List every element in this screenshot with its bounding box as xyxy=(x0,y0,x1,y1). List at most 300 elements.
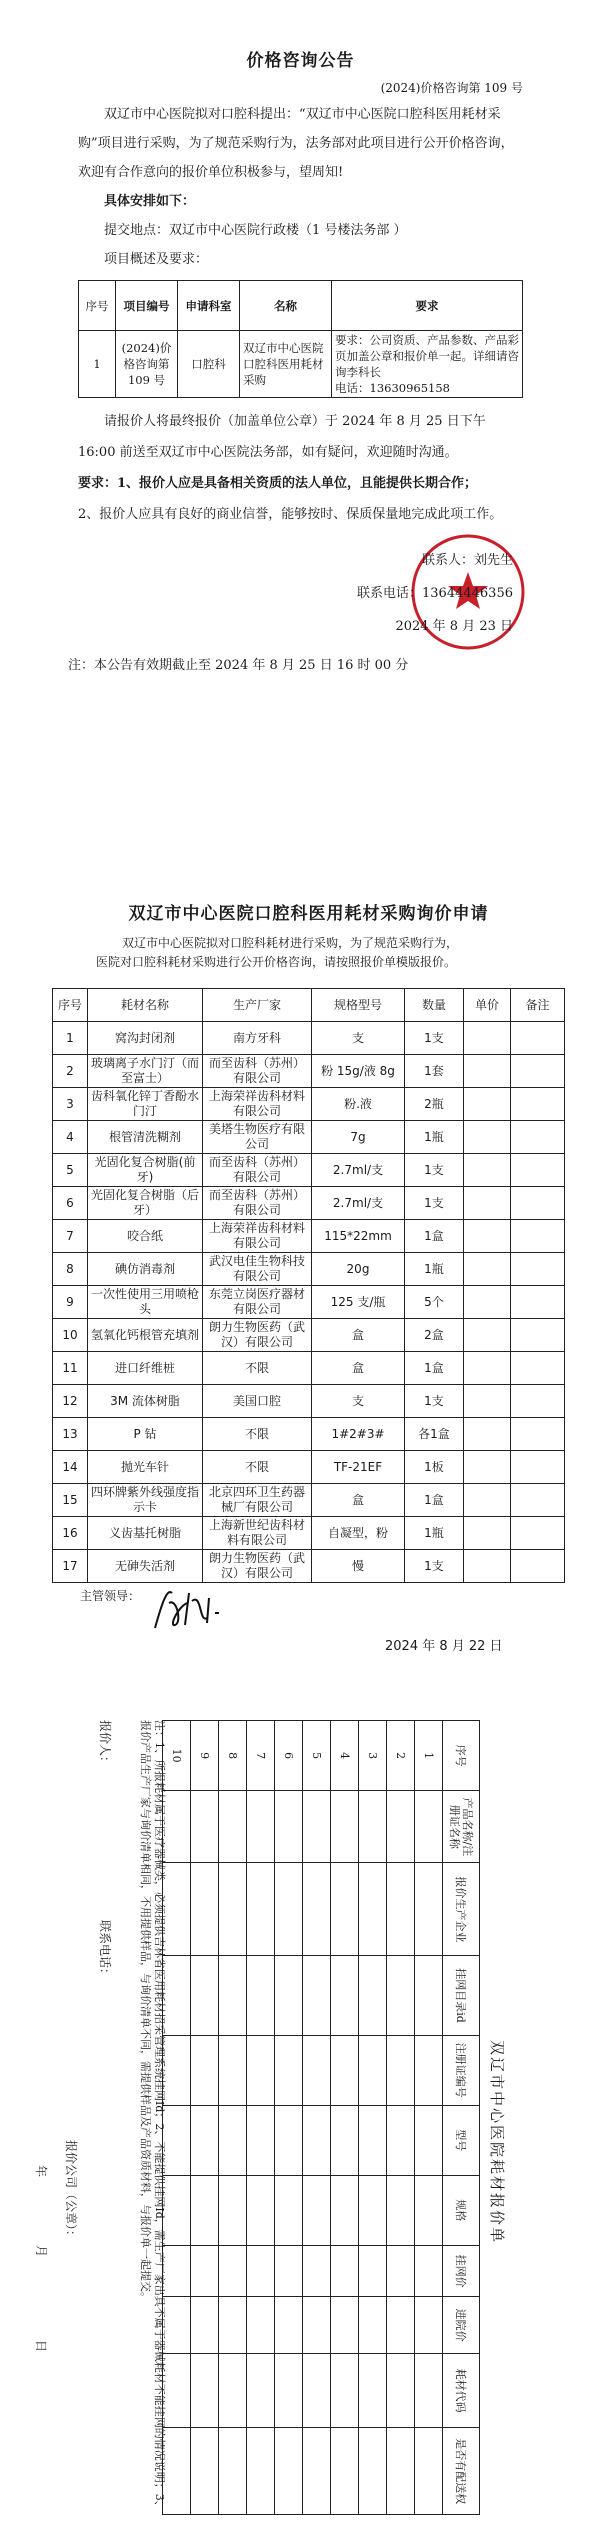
cell-qty: 1支 xyxy=(405,1385,464,1418)
submit-location: 提交地点：双辽市中心医院行政楼（1 号楼法务部 ） xyxy=(104,223,407,238)
cell-price[interactable] xyxy=(464,1121,511,1154)
blank-cell[interactable] xyxy=(219,2105,247,2175)
table-row xyxy=(53,1352,565,1385)
quote-form-table xyxy=(162,1720,480,2515)
cell-maker: 东莞立岗医疗器材有限公司 xyxy=(203,1286,312,1319)
quote-form-header: 挂网目录id xyxy=(443,1956,480,2035)
blank-cell[interactable] xyxy=(415,1863,443,1956)
quote-form-header: 挂网价 xyxy=(443,2245,480,2297)
row-number: 6 xyxy=(275,1721,303,1791)
cell-remark[interactable] xyxy=(511,1385,565,1418)
cell-maker: 上海荣祥齿科材料有限公司 xyxy=(203,1088,312,1121)
th-code: 项目编号 xyxy=(116,281,178,331)
supervisor-row xyxy=(52,1583,565,1631)
blank-cell[interactable] xyxy=(219,2353,247,2428)
blank-cell[interactable] xyxy=(163,2428,191,2515)
cell-price[interactable] xyxy=(464,1418,511,1451)
blank-cell[interactable] xyxy=(303,2428,331,2515)
cell-no: 14 xyxy=(53,1451,88,1484)
cell-qty: 1套 xyxy=(405,1055,464,1088)
table-row xyxy=(53,1517,565,1550)
cell-qty: 1支 xyxy=(405,1187,464,1220)
row-number: 2 xyxy=(387,1721,415,1791)
quote-form-note: 注：1、所报耗材属于医疗器械类，必须提供吉林省医用耗材招采管理系统挂网Id；2、不能提供挂网Id，需生产厂家出具不属于器械耗材不能挂网的情况说明；3、报价产品生产厂家与询价清单相同，不用提供样品，与询价清单不同，需提供样品及产品资质材料，与报价单一起提交。 xyxy=(139,1720,166,2512)
cell-spec: 盒 xyxy=(312,1319,405,1352)
blank-cell[interactable] xyxy=(415,2035,443,2105)
row-number: 5 xyxy=(303,1721,331,1791)
cell-no: 1 xyxy=(53,1022,88,1055)
cell-qty: 各1盒 xyxy=(405,1418,464,1451)
cell-remark[interactable] xyxy=(511,1088,565,1121)
blank-cell[interactable] xyxy=(331,2035,359,2105)
th-price: 单价 xyxy=(464,989,511,1022)
cell-no: 16 xyxy=(53,1517,88,1550)
blank-cell[interactable] xyxy=(219,2175,247,2245)
cell-qty: 1板 xyxy=(405,1451,464,1484)
blank-cell[interactable] xyxy=(163,2245,191,2297)
deadline-text: 请报价人将最终报价（加盖单位公章）于 2024 年 8 月 25 日下午 16:00 前送至双辽市中心医院法务部，如有疑问，欢迎随时沟通。 xyxy=(78,414,486,460)
cell-price[interactable] xyxy=(464,1055,511,1088)
cell-spec: 125 支/瓶 xyxy=(312,1286,405,1319)
cell-price[interactable] xyxy=(464,1319,511,1352)
blank-cell[interactable] xyxy=(247,2245,275,2297)
cell-price[interactable] xyxy=(464,1484,511,1517)
cell-no: 3 xyxy=(53,1088,88,1121)
table-row xyxy=(53,1088,565,1121)
cell-qty: 1盒 xyxy=(405,1220,464,1253)
cell-price[interactable] xyxy=(464,1352,511,1385)
blank-cell[interactable] xyxy=(219,2297,247,2353)
cell-spec: 2.7ml/支 xyxy=(312,1154,405,1187)
table-row xyxy=(79,331,523,398)
cell-item: 义齿基托树脂 xyxy=(88,1517,203,1550)
cell-spec: 20g xyxy=(312,1253,405,1286)
cell-spec: TF-21EF xyxy=(312,1451,405,1484)
cell-spec: 慢 xyxy=(312,1550,405,1583)
cell-spec: 粉.液 xyxy=(312,1088,405,1121)
blank-cell[interactable] xyxy=(387,1863,415,1956)
th-item: 耗材名称 xyxy=(88,989,203,1022)
cell-req xyxy=(332,331,523,398)
cell-remark[interactable] xyxy=(511,1418,565,1451)
cell-item: P 钻 xyxy=(88,1418,203,1451)
doc-number: (2024)价格咨询第 109 号 xyxy=(380,81,523,95)
project-table xyxy=(78,280,523,398)
blank-cell[interactable] xyxy=(331,1791,359,1863)
table-row xyxy=(53,1286,565,1319)
blank-cell[interactable] xyxy=(387,1956,415,2035)
quoter-label: 报价人： xyxy=(98,1720,112,1769)
cell-price[interactable] xyxy=(464,1088,511,1121)
blank-cell[interactable] xyxy=(163,1956,191,2035)
blank-cell[interactable] xyxy=(359,2035,387,2105)
cell-code: (2024)价格咨询第 109 号 xyxy=(116,331,178,398)
consumables-table xyxy=(52,988,565,1583)
blank-cell[interactable] xyxy=(387,2035,415,2105)
requirement-2: 2、报价人应具有良好的商业信誉，能够按时、保质保量地完成此项工作。 xyxy=(78,507,503,522)
blank-cell[interactable] xyxy=(247,2105,275,2175)
requirement-1: 要求：1、报价人应是具备相关资质的法人单位，且能提供长期合作； xyxy=(78,476,478,491)
table-row xyxy=(303,1721,331,2515)
blank-cell[interactable] xyxy=(331,2245,359,2297)
cell-item: 碘仿消毒剂 xyxy=(88,1253,203,1286)
blank-cell[interactable] xyxy=(359,2105,387,2175)
blank-cell[interactable] xyxy=(303,1956,331,2035)
blank-cell[interactable] xyxy=(387,2245,415,2297)
quote-form-header: 报价生产企业 xyxy=(443,1863,480,1956)
th-remark: 备注 xyxy=(511,989,565,1022)
req-text: 要求：公司资质、产品参数、产品彩页加盖公章和报价单一起。详细请咨询李科长 xyxy=(335,333,519,379)
blank-cell[interactable] xyxy=(247,2175,275,2245)
table-row xyxy=(53,1121,565,1154)
cell-no: 10 xyxy=(53,1319,88,1352)
cell-remark[interactable] xyxy=(511,1022,565,1055)
blank-cell[interactable] xyxy=(387,1791,415,1863)
cell-remark[interactable] xyxy=(511,1352,565,1385)
row-number: 10 xyxy=(163,1721,191,1791)
blank-cell[interactable] xyxy=(331,2353,359,2428)
blank-cell[interactable] xyxy=(331,2428,359,2515)
cell-maker: 而至齿科（苏州）有限公司 xyxy=(203,1187,312,1220)
blank-cell[interactable] xyxy=(191,2175,219,2245)
cell-spec: 盒 xyxy=(312,1352,405,1385)
quote-form-header: 产品名称/注册证名称 xyxy=(443,1791,480,1863)
blank-cell[interactable] xyxy=(359,1956,387,2035)
cell-remark[interactable] xyxy=(511,1319,565,1352)
blank-cell[interactable] xyxy=(415,2175,443,2245)
cell-price[interactable] xyxy=(464,1154,511,1187)
blank-cell[interactable] xyxy=(387,2105,415,2175)
cell-qty: 1瓶 xyxy=(405,1121,464,1154)
cell-remark[interactable] xyxy=(511,1550,565,1583)
cell-no: 9 xyxy=(53,1286,88,1319)
th-req: 要求 xyxy=(332,281,523,331)
table-row xyxy=(53,1187,565,1220)
table-row xyxy=(163,1721,191,2515)
blank-cell[interactable] xyxy=(219,2245,247,2297)
table-row xyxy=(53,1484,565,1517)
cell-dept: 口腔科 xyxy=(178,331,240,398)
cell-price[interactable] xyxy=(464,1187,511,1220)
cell-price[interactable] xyxy=(464,1022,511,1055)
cell-maker: 不限 xyxy=(203,1451,312,1484)
blank-cell[interactable] xyxy=(303,2175,331,2245)
supervisor-label: 主管领导： xyxy=(80,1589,141,1603)
th-spec: 规格型号 xyxy=(312,989,405,1022)
quote-form-header: 规格 xyxy=(443,2175,480,2245)
cell-no: 12 xyxy=(53,1385,88,1418)
table-row xyxy=(53,1550,565,1583)
table-row xyxy=(331,1721,359,2515)
cell-maker: 而至齿科（苏州）有限公司 xyxy=(203,1055,312,1088)
notice-date: 2024 年 8 月 23 日 xyxy=(395,619,513,634)
blank-cell[interactable] xyxy=(331,2175,359,2245)
blank-cell[interactable] xyxy=(275,2353,303,2428)
cell-price[interactable] xyxy=(464,1385,511,1418)
cell-no: 6 xyxy=(53,1187,88,1220)
blank-cell[interactable] xyxy=(331,2105,359,2175)
blank-cell[interactable] xyxy=(359,2428,387,2515)
blank-cell[interactable] xyxy=(275,2035,303,2105)
quote-form-header: 进院价 xyxy=(443,2297,480,2353)
blank-cell[interactable] xyxy=(191,2297,219,2353)
blank-cell[interactable] xyxy=(163,2035,191,2105)
contact-person: 联系人：刘先生 xyxy=(421,553,513,568)
cell-remark[interactable] xyxy=(511,1220,565,1253)
blank-cell[interactable] xyxy=(191,2105,219,2175)
cell-spec: 支 xyxy=(312,1385,405,1418)
blank-cell[interactable] xyxy=(275,2428,303,2515)
cell-spec: 115*22mm xyxy=(312,1220,405,1253)
table-row xyxy=(53,1253,565,1286)
blank-cell[interactable] xyxy=(275,2245,303,2297)
table-row xyxy=(275,1721,303,2515)
blank-cell[interactable] xyxy=(331,1863,359,1956)
th-dept: 申请科室 xyxy=(178,281,240,331)
cell-item: 光固化复合树脂(前牙) xyxy=(88,1154,203,1187)
blank-cell[interactable] xyxy=(303,2297,331,2353)
month-label: 月 xyxy=(34,2245,48,2258)
blank-cell[interactable] xyxy=(303,2105,331,2175)
cell-maker: 上海荣祥齿科材料有限公司 xyxy=(203,1220,312,1253)
cell-maker: 北京四环卫生药器械厂有限公司 xyxy=(203,1484,312,1517)
blank-cell[interactable] xyxy=(191,2245,219,2297)
cell-remark[interactable] xyxy=(511,1187,565,1220)
cell-no: 15 xyxy=(53,1484,88,1517)
blank-cell[interactable] xyxy=(275,1863,303,1956)
cell-qty: 1瓶 xyxy=(405,1253,464,1286)
blank-cell[interactable] xyxy=(247,2035,275,2105)
cell-spec: 自凝型，粉 xyxy=(312,1517,405,1550)
th-maker: 生产厂家 xyxy=(203,989,312,1022)
cell-maker: 南方牙科 xyxy=(203,1022,312,1055)
table-row xyxy=(53,1418,565,1451)
cell-maker: 武汉电佳生物科技有限公司 xyxy=(203,1253,312,1286)
req-phone: 电话：13630965158 xyxy=(335,381,450,395)
inquiry-title: 双辽市中心医院口腔科医用耗材采购询价申请 xyxy=(128,904,489,924)
cell-price[interactable] xyxy=(464,1286,511,1319)
blank-cell[interactable] xyxy=(359,2297,387,2353)
blank-cell[interactable] xyxy=(163,2297,191,2353)
cell-no: 1 xyxy=(79,331,116,398)
cell-spec: 支 xyxy=(312,1022,405,1055)
blank-cell[interactable] xyxy=(247,2297,275,2353)
blank-cell[interactable] xyxy=(163,2105,191,2175)
cell-item: 一次性使用三用喷枪头 xyxy=(88,1286,203,1319)
th-no: 序号 xyxy=(53,989,88,1022)
table-row xyxy=(53,1022,565,1055)
blank-cell[interactable] xyxy=(303,1791,331,1863)
cell-price[interactable] xyxy=(464,1220,511,1253)
cell-qty: 2瓶 xyxy=(405,1088,464,1121)
cell-qty: 1盒 xyxy=(405,1484,464,1517)
blank-cell[interactable] xyxy=(191,2428,219,2515)
blank-cell[interactable] xyxy=(303,1863,331,1956)
blank-cell[interactable] xyxy=(275,2175,303,2245)
cell-name: 双辽市中心医院口腔科医用耗材采购 xyxy=(240,331,332,398)
row-number: 4 xyxy=(331,1721,359,1791)
blank-cell[interactable] xyxy=(359,2245,387,2297)
phone-label: 联系电话： xyxy=(98,1920,112,1981)
quote-form-header: 序号 xyxy=(443,1721,480,1791)
cell-price[interactable] xyxy=(464,1451,511,1484)
blank-cell[interactable] xyxy=(219,1956,247,2035)
table-row xyxy=(53,1385,565,1418)
quote-form-header: 型号 xyxy=(443,2105,480,2175)
blank-cell[interactable] xyxy=(359,2353,387,2428)
table-row xyxy=(53,1055,565,1088)
table-row xyxy=(53,1220,565,1253)
cell-qty: 5个 xyxy=(405,1286,464,1319)
th-no: 序号 xyxy=(79,281,116,331)
cell-qty: 1瓶 xyxy=(405,1517,464,1550)
cell-no: 13 xyxy=(53,1418,88,1451)
blank-cell[interactable] xyxy=(303,2245,331,2297)
th-qty: 数量 xyxy=(405,989,464,1022)
blank-cell[interactable] xyxy=(359,2175,387,2245)
blank-cell[interactable] xyxy=(163,1863,191,1956)
blank-cell[interactable] xyxy=(219,1863,247,1956)
blank-cell[interactable] xyxy=(247,2353,275,2428)
blank-cell[interactable] xyxy=(331,2297,359,2353)
cell-qty: 2盒 xyxy=(405,1319,464,1352)
blank-cell[interactable] xyxy=(387,2353,415,2428)
cell-item: 进口纤维桩 xyxy=(88,1352,203,1385)
blank-cell[interactable] xyxy=(303,2353,331,2428)
blank-cell[interactable] xyxy=(387,2175,415,2245)
blank-cell[interactable] xyxy=(359,1863,387,1956)
cell-item: 3M 流体树脂 xyxy=(88,1385,203,1418)
cell-remark[interactable] xyxy=(511,1055,565,1088)
cell-price[interactable] xyxy=(464,1253,511,1286)
cell-qty: 1盒 xyxy=(405,1352,464,1385)
table-row xyxy=(53,1319,565,1352)
cell-spec: 2.7ml/支 xyxy=(312,1187,405,1220)
blank-cell[interactable] xyxy=(331,1956,359,2035)
quote-form-header: 耗材代码 xyxy=(443,2353,480,2428)
blank-cell[interactable] xyxy=(191,1863,219,1956)
cell-remark[interactable] xyxy=(511,1286,565,1319)
blank-cell[interactable] xyxy=(219,1791,247,1863)
blank-cell[interactable] xyxy=(275,2297,303,2353)
notice-page xyxy=(68,46,523,680)
table-row xyxy=(53,1451,565,1484)
cell-qty: 1支 xyxy=(405,1550,464,1583)
cell-no: 8 xyxy=(53,1253,88,1286)
blank-cell[interactable] xyxy=(219,2428,247,2515)
cell-no: 17 xyxy=(53,1550,88,1583)
notice-intro: 双辽市中心医院拟对口腔科提出：“双辽市中心医院口腔科医用耗材采购”项目进行采购，为了规范采购行为，法务部对此项目进行公开价格咨询，欢迎有合作意向的报价单位积极参与，望周知! xyxy=(78,107,514,180)
cell-spec: 盒 xyxy=(312,1484,405,1517)
cell-maker: 上海新世纪齿科材料有限公司 xyxy=(203,1517,312,1550)
cell-remark[interactable] xyxy=(511,1154,565,1187)
cell-maker: 不限 xyxy=(203,1352,312,1385)
blank-cell[interactable] xyxy=(415,2105,443,2175)
cell-no: 7 xyxy=(53,1220,88,1253)
cell-no: 2 xyxy=(53,1055,88,1088)
th-name: 名称 xyxy=(240,281,332,331)
blank-cell[interactable] xyxy=(387,2297,415,2353)
blank-cell[interactable] xyxy=(163,1791,191,1863)
blank-cell[interactable] xyxy=(191,1791,219,1863)
inquiry-intro-1: 双辽市中心医院拟对口腔科耗材进行采购，为了规范采购行为， xyxy=(122,936,459,950)
contact-block xyxy=(78,544,523,643)
cell-remark[interactable] xyxy=(511,1253,565,1286)
blank-cell[interactable] xyxy=(247,2428,275,2515)
blank-cell[interactable] xyxy=(275,1956,303,2035)
cell-price[interactable] xyxy=(464,1550,511,1583)
cell-remark[interactable] xyxy=(511,1484,565,1517)
cell-item: 氢氧化钙根管充填剂 xyxy=(88,1319,203,1352)
blank-cell[interactable] xyxy=(191,2353,219,2428)
cell-maker: 朗力生物医药（武汉）有限公司 xyxy=(203,1319,312,1352)
inquiry-date: 2024 年 8 月 22 日 xyxy=(385,1639,503,1654)
cell-remark[interactable] xyxy=(511,1517,565,1550)
cell-item: 无砷失活剂 xyxy=(88,1550,203,1583)
inquiry-intro-2: 医院对口腔科耗材采购进行公开价格咨询，请按照报价单模版报价。 xyxy=(96,955,457,969)
cell-item: 玻璃离子水门汀（而至富士） xyxy=(88,1055,203,1088)
blank-cell[interactable] xyxy=(415,2297,443,2353)
blank-cell[interactable] xyxy=(415,2353,443,2428)
contact-phone: 联系电话：13644446356 xyxy=(357,586,513,601)
cell-spec: 1#2#3# xyxy=(312,1418,405,1451)
table-row xyxy=(415,1721,443,2515)
cell-no: 4 xyxy=(53,1121,88,1154)
blank-cell[interactable] xyxy=(275,1791,303,1863)
day-label: 日 xyxy=(34,2340,48,2353)
cell-remark[interactable] xyxy=(511,1451,565,1484)
cell-item: 光固化复合树脂（后牙） xyxy=(88,1187,203,1220)
blank-cell[interactable] xyxy=(247,1863,275,1956)
cell-item: 齿科氧化锌丁香酚水门汀 xyxy=(88,1088,203,1121)
arrangement-heading: 具体安排如下： xyxy=(104,194,196,209)
table-row xyxy=(219,1721,247,2515)
row-number: 3 xyxy=(359,1721,387,1791)
blank-cell[interactable] xyxy=(415,1791,443,1863)
blank-cell[interactable] xyxy=(163,2353,191,2428)
cell-qty: 1支 xyxy=(405,1154,464,1187)
blank-cell[interactable] xyxy=(247,1956,275,2035)
blank-cell[interactable] xyxy=(163,2175,191,2245)
blank-cell[interactable] xyxy=(303,2035,331,2105)
cell-spec: 粉 15g/液 8g xyxy=(312,1055,405,1088)
blank-cell[interactable] xyxy=(275,2105,303,2175)
cell-maker: 朗力生物医药（武汉）有限公司 xyxy=(203,1550,312,1583)
quote-form-title: 双辽市中心医院耗材报价单 xyxy=(488,2040,506,2245)
cell-price[interactable] xyxy=(464,1517,511,1550)
blank-cell[interactable] xyxy=(191,2035,219,2105)
cell-item: 窝沟封闭剂 xyxy=(88,1022,203,1055)
blank-cell[interactable] xyxy=(415,2428,443,2515)
blank-cell[interactable] xyxy=(359,1791,387,1863)
table-row xyxy=(387,1721,415,2515)
row-number: 7 xyxy=(247,1721,275,1791)
cell-item: 抛光车针 xyxy=(88,1451,203,1484)
blank-cell[interactable] xyxy=(219,2035,247,2105)
validity-note: 注：本公告有效期截止至 2024 年 8 月 25 日 16 时 00 分 xyxy=(68,658,409,673)
cell-remark[interactable] xyxy=(511,1121,565,1154)
blank-cell[interactable] xyxy=(191,1956,219,2035)
supervisor-signature xyxy=(147,1583,237,1631)
blank-cell[interactable] xyxy=(387,2428,415,2515)
quote-form-header: 是否有配送权 xyxy=(443,2428,480,2515)
cell-no: 5 xyxy=(53,1154,88,1187)
blank-cell[interactable] xyxy=(415,2245,443,2297)
blank-cell[interactable] xyxy=(415,1956,443,2035)
cell-maker: 不限 xyxy=(203,1418,312,1451)
row-number: 8 xyxy=(219,1721,247,1791)
blank-cell[interactable] xyxy=(247,1791,275,1863)
